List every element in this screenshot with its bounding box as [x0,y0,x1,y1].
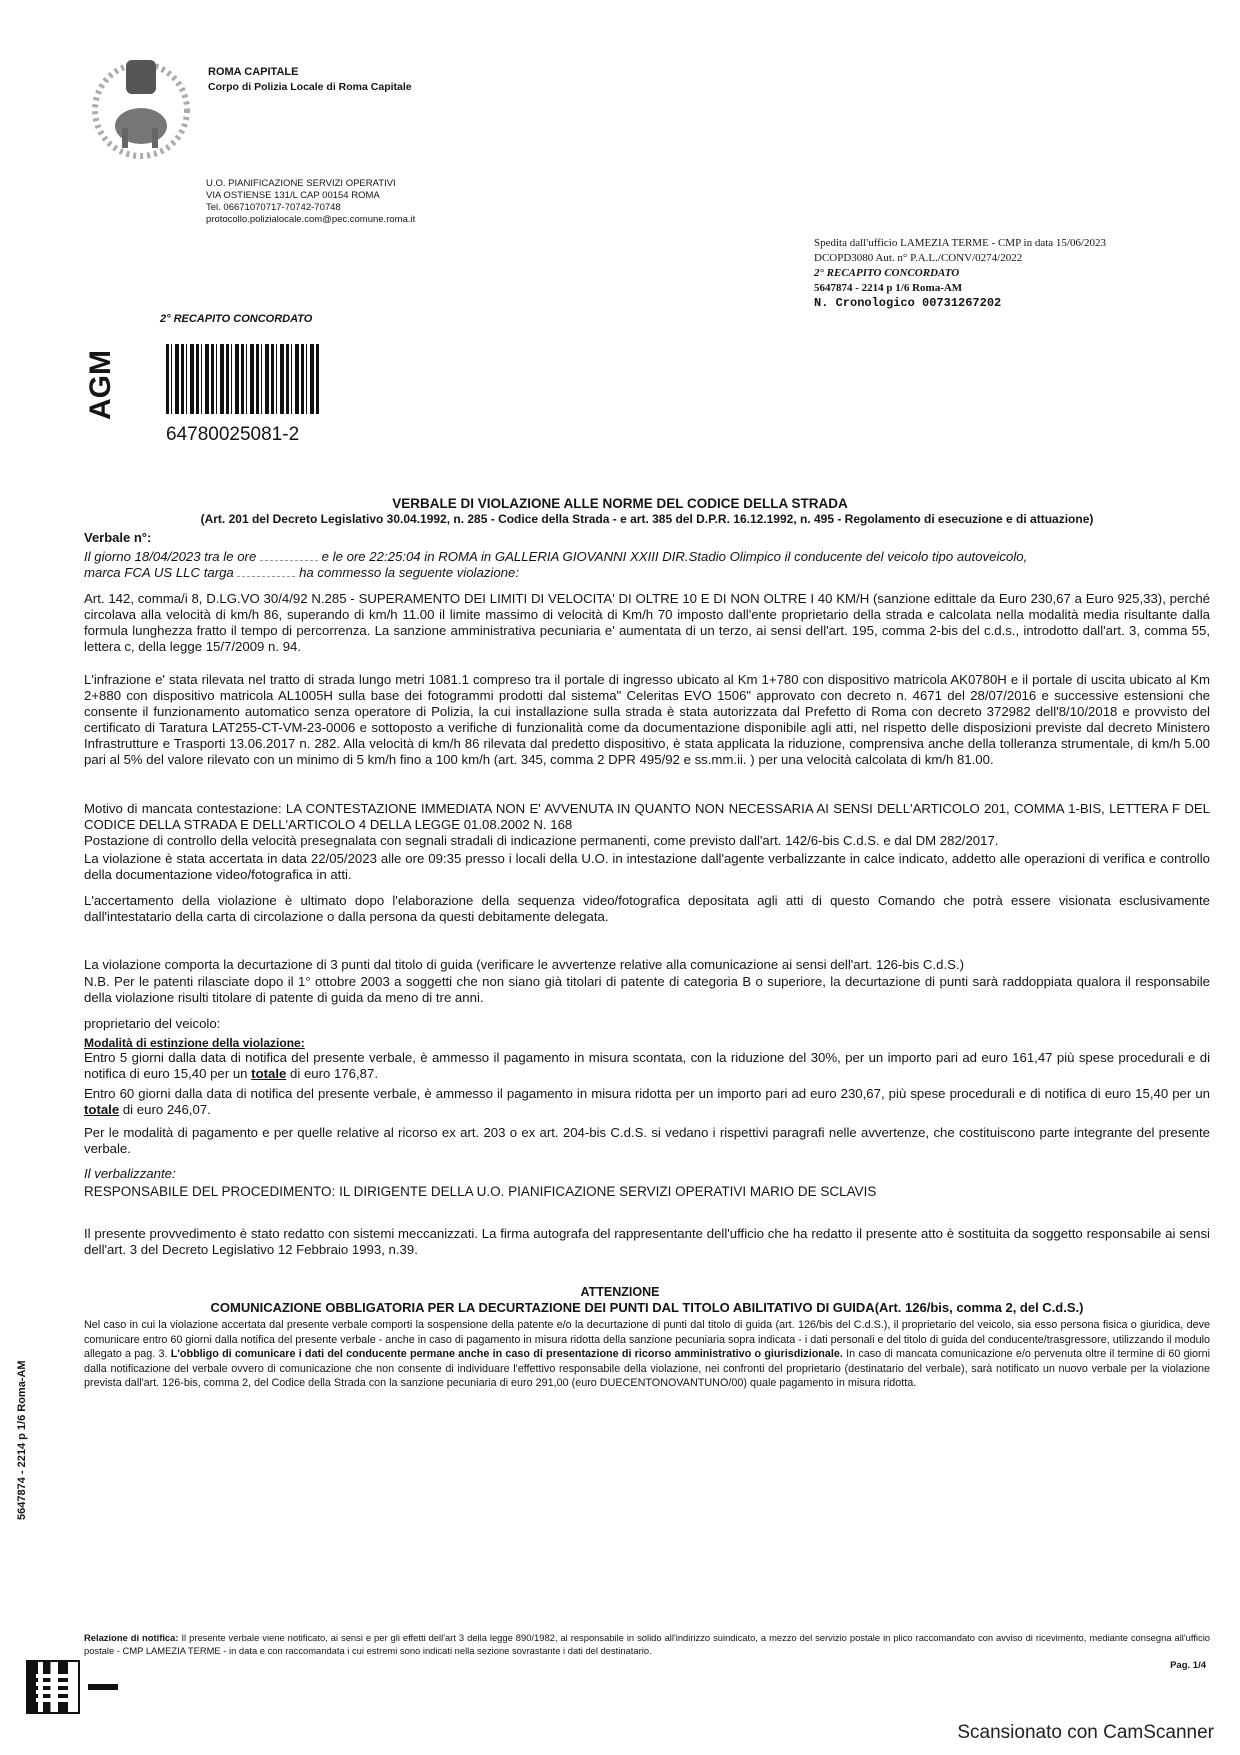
page-number: Pag. 1/4 [1170,1660,1206,1671]
relazione-notifica: Relazione di notifica: Il presente verbale viene notificato, ai sensi e per gli effetti dell'art 3 della legge 890/1982, al responsabile in solido all'indirizzo suindicato, a mezzo del servizio postale in plico raccomandato con avviso di ricevimento, mediante consegna all'ufficio postale - CMP LAMEZIA TERME - in data e con raccomandata i cui estremi sono indicati nella sezione sovrastante i dati del destinatario. [84,1632,1210,1656]
proprietario-label: proprietario del veicolo: [84,1016,221,1031]
attenzione-body: Nel caso in cui la violazione accertata dal presente verbale comporti la sospensione della patente e/o la decurtazione di punti dal titolo di guida (art. 126/bis del C.d.S.), il proprietario del veicolo, sia esso persona fisica o giuridica, deve comunicare entro 60 giorni dalla notifica del presente verbale - anche in caso di pagamento in misura ridotta della sanzione pecuniaria sopra indicata - i dati personali e del titolo di guida del conducente/trasgressore, utilizzando il modulo allegato a pag. 3. L'obbligo di comunicare i dati del conducente permane anche in caso di presentazione di ricorso amministrativo o giurisdizionale. In caso di mancata comunicazione e/o pervenuta oltre il termine di 60 giorni dalla notificazione del verbale ovvero di comunicazione che non consente di individuare l'effettivo responsabile della violazione, nei confronti del proprietario (destinatario del verbale), sarà notificato un nuovo verbale per la violazione prevista dall'art. 126-bis, comma 2, del Codice della Strada con la sanzione pecuniaria di euro 291,00 (euro DUECENTONOVANTUNO/00) quale pagamento in misura ridotta. [84,1319,1211,1389]
org-name: ROMA CAPITALE [208,66,299,78]
verbale-title: VERBALE DI VIOLAZIONE ALLE NORME DEL CODICE DELLA STRADA [392,496,848,511]
verbalizzante-label: Il verbalizzante: [84,1166,176,1181]
attenzione-title: ATTENZIONE [580,1285,660,1299]
pagamento-5-giorni: Entro 5 giorni dalla data di notifica del presente verbale, è ammesso il pagamento in misura scontata, con la riduzione del 30%, per un importo pari ad euro 161,47 più spese procedurali e di notifica di euro 15,40 per un totale di euro 176,87. [84,1050,1210,1081]
verbale-number-label: Verbale n°: [84,530,152,545]
black-mark [88,1684,118,1690]
org-subtitle: Corpo di Polizia Locale di Roma Capitale [208,81,412,93]
responsabile-procedimento: RESPONSABILE DEL PROCEDIMENTO: IL DIRIGENTE DELLA U.O. PIANIFICAZIONE SERVIZI OPERATIVI MARIO DE SCLAVIS [84,1184,877,1199]
sistemi-meccanizzati: Il presente provvedimento è stato redatto con sistemi meccanizzati. La firma autografa del rappresentante dell'ufficio che ha redatto il presente atto è sostituita da soggetto responsabile ai sensi dell'art. 3 del Decreto Legislativo 12 Febbraio 1993, n.39. [84,1226,1210,1257]
nota-bene: N.B. Per le patenti rilasciate dopo il 1° ottobre 2003 a soggetti che non siano già titolari di patente di categoria B o superiore, la decurtazione di punti sarà raddoppiata qualora il responsabile della violazione risulti titolare di patente di guida da meno di tre anni. [84,974,1210,1005]
vertical-document-code: 5647874 - 2214 p 1/6 Roma-AM [16,1360,28,1520]
barcode-number: 64780025081-2 [166,424,300,445]
recapito-label: 2° RECAPITO CONCORDATO [160,313,313,325]
postazione-controllo: Postazione di controllo della velocità presegnalata con segnali stradali di indicazione permanenti, come previsto dall'art. 142/6-bis C.d.S. e dal DM 282/2017. [84,833,999,848]
verbale-subtitle: (Art. 201 del Decreto Legislativo 30.04.1992, n. 285 - Codice della Strada - e art. 385 del D.P.R. 16.12.1992, n. 495 - Regolamento di esecuzione e di attuazione) [200,512,1094,526]
mancata-contestazione: Motivo di mancata contestazione: LA CONTESTAZIONE IMMEDIATA NON E' AVVENUTA IN QUANTO NON NECESSARIA AI SENSI DELL'ARTICOLO 201, COMMA 1-BIS, LETTERA F DEL CODICE DELLA STRADA E DELL'ARTICOLO 4 DELLA LEGGE 01.08.2002 N. 168 [84,801,1210,832]
camscanner-watermark: Scansionato con CamScanner [957,1722,1214,1743]
modalita-title: Modalità di estinzione della violazione: [84,1036,305,1050]
uo-address: U.O. PIANIFICAZIONE SERVIZI OPERATIVI VIA OSTIENSE 131/L CAP 00154 ROMA Tel. 06671070717-70742-70748 protocollo.polizialocale.com@pec.comune.roma.it [206,178,416,225]
agm-label: AGM [84,350,117,420]
violation-intro: Il giorno 18/04/2023 tra le ore e le ore 22:25:04 in ROMA in GALLERIA GIOVANNI XXIII DIR.Stadio Olimpico il conducente del veicolo tipo autoveicolo, marca FCA US LLC targa ha commesso la seguente violazione: [84,549,1028,580]
violazione-accertata: La violazione è stata accertata in data 22/05/2023 alle ore 09:35 presso i locali della U.O. in intestazione dall'agente verbalizzante in calce indicato, addetto alle operazioni di verifica e controllo della documentazione video/fotografica in atti. [84,851,1210,882]
violation-detection: L'infrazione e' stata rilevata nel tratto di strada lungo metri 1081.1 compreso tra il portale di ingresso ubicato al Km 1+780 con dispositivo matricola AK0780H e il portale di uscita ubicato al Km 2+880 con dispositivo matricola AL1005H sulla base dei fotogrammi prodotti dal sistema" Celeritas EVO 1506" approvato con decreto n. 4671 del 28/07/2016 e successive estensioni che consente il funzionamento automatico senza operatore di Polizia, la cui installazione sulla strada è stata autorizzata dal Prefetto di Roma con decreto 372982 dell'8/10/2018 e provvisto del certificato di Taratura LAT255-CT-VM-23-0006 e sottoposto a verifiche di funzionalità come da documentazione disponibile agli atti, nel rispetto delle disposizioni previste dal decreto Ministero Infrastrutture e Trasporti 13.06.2017 n. 282. Alla velocità di km/h 86 rilevata dal predetto dispositivo, è stata applicata la riduzione, comprensiva anche della tolleranza strumentale, di km/h 5.00 pari al 5% del valore rilevato con un minimo di 5 km/h fino a 100 km/h (art. 345, comma 2 DPR 495/92 e ss.mm.ii. ) per una velocità calcolata di km/h 81.00. [84,672,1210,767]
accertamento-ultimato: L'accertamento della violazione è ultimato dopo l'elaborazione della sequenza video/fotografica depositata agli atti di questo Comando che potrà essere visionata esclusivamente dall'intestatario della carta di circolazione o dalla persona da questi debitamente delegata. [84,893,1210,924]
spedita-block: Spedita dall'ufficio LAMEZIA TERME - CMP in data 15/06/2023 DCOPD3080 Aut. n° P.A.L./CONV/0274/2022 2° RECAPITO CONCORDATO 5647874 - 2214 p 1/6 Roma-AM N. Cronologico 00731267202 [814,237,1107,310]
decurtazione-punti: La violazione comporta la decurtazione di 3 punti dal titolo di guida (verificare le avvertenze relative alla comunicazione ai sensi dell'art. 126-bis C.d.S.) [84,957,964,972]
modalita-ricorso: Per le modalità di pagamento e per quelle relative al ricorso ex art. 203 o ex art. 204-bis C.d.S. si vedano i rispettivi paragrafi nelle avvertenze, che costituiscono parte integrante del presente verbale. [84,1125,1210,1156]
roma-capitale-crest-icon [86,52,196,162]
attenzione-subtitle: COMUNICAZIONE OBBLIGATORIA PER LA DECURTAZIONE DEI PUNTI DAL TITOLO ABILITATIVO DI GUIDA(Art. 126/bis, comma 2, del C.d.S.) [210,1300,1084,1315]
qr-code-icon [26,1660,80,1714]
pagamento-60-giorni: Entro 60 giorni dalla data di notifica del presente verbale, è ammesso il pagamento in misura ridotta per un importo pari ad euro 230,67, più spese procedurali e di notifica di euro 15,40 per un totale di euro 246,07. [84,1086,1210,1117]
barcode [166,344,320,414]
violation-article: Art. 142, comma/i 8, D.LG.VO 30/4/92 N.285 - SUPERAMENTO DEI LIMITI DI VELOCITA' DI OLTRE 10 E DI NON OLTRE I 40 KM/H (sanzione edittale da Euro 230,67 a Euro 925,33), perché circolava alla velocità di km/h 86, superando di km/h 11.00 il limite massimo di velocità di Km/h 70 imposto dall'ente proprietario della strada e calcolata nella modalità media risultante dalla formula lunghezza fratto il tempo di percorrenza. La sanzione amministrativa pecuniaria e' aumentata di un terzo, ai sensi dell'art. 195, comma 2-bis del c.d.s., introdotto dall'art. 3, comma 55, lettera c, della legge 15/7/2009 n. 94. [84,591,1210,654]
